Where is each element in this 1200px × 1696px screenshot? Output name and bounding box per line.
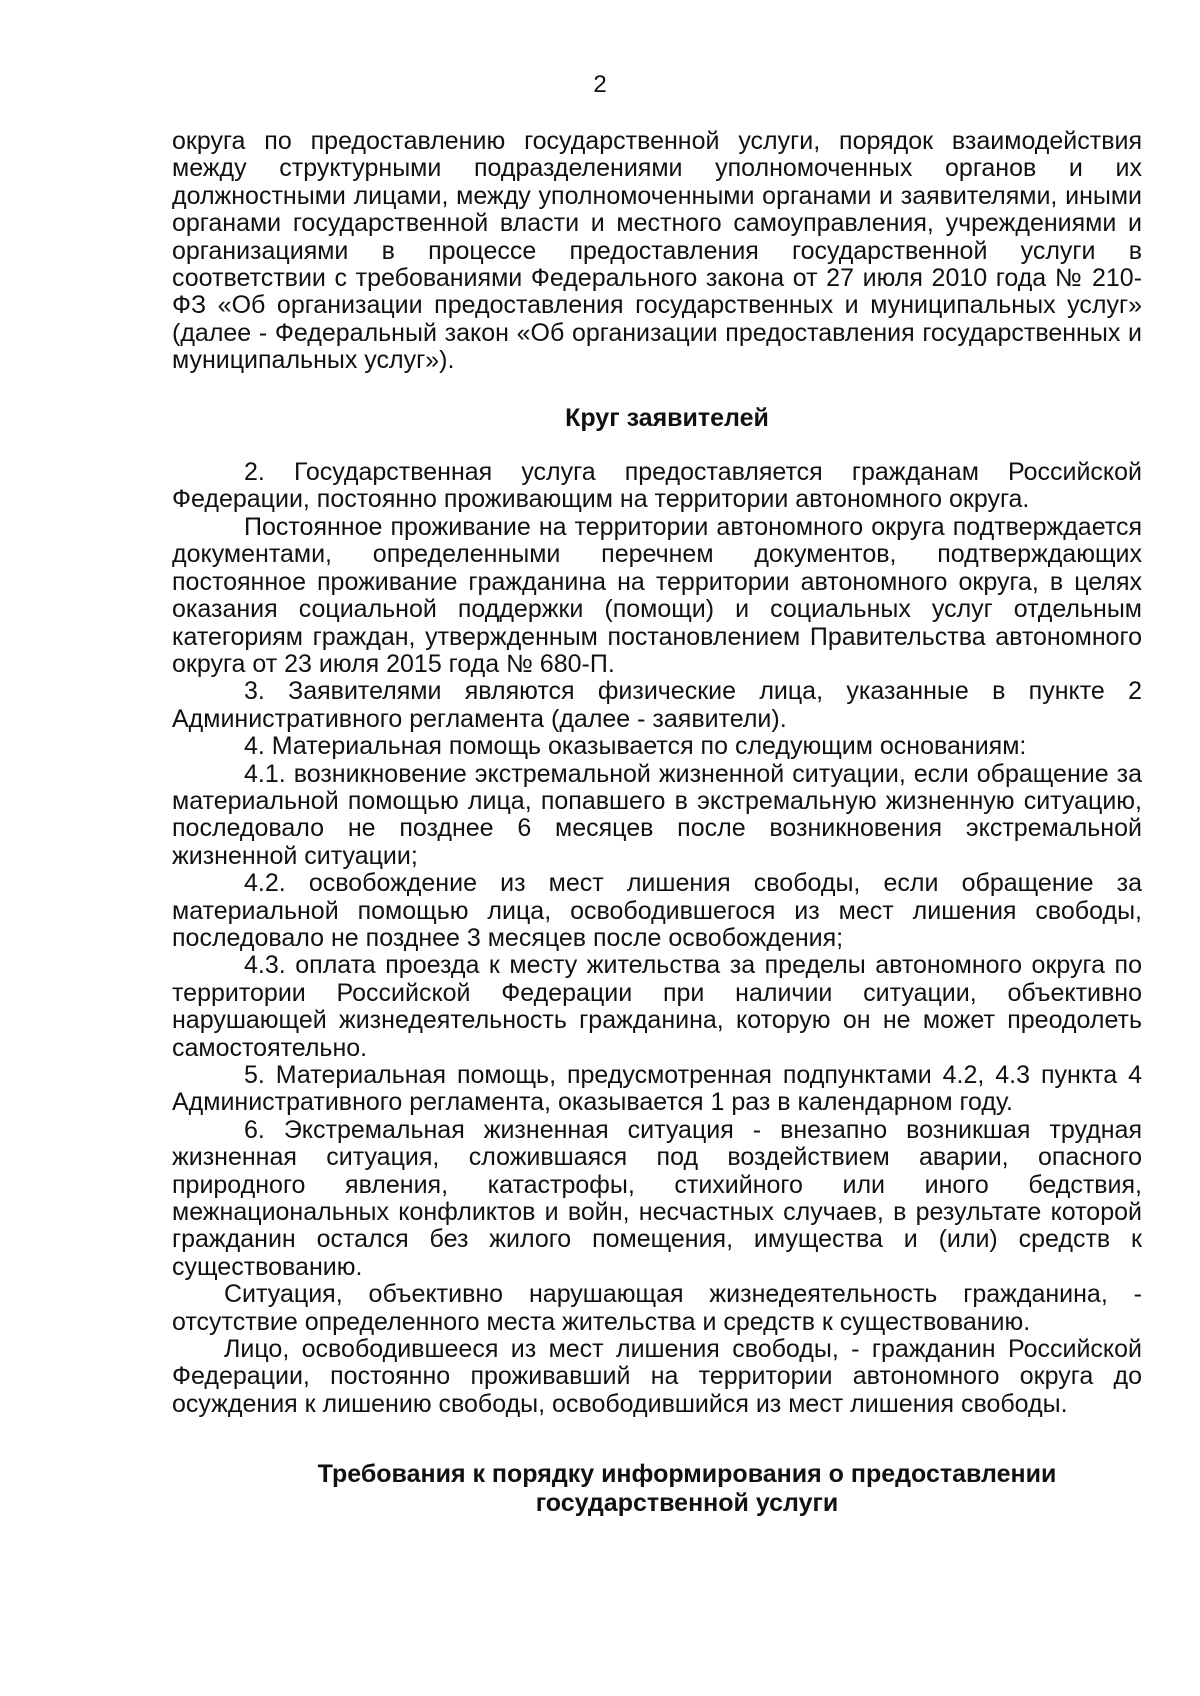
paragraph-3: 3. Заявителями являются физические лица, указанные в пункте 2 Административного регламента (далее - заявители). — [172, 677, 1142, 733]
paragraph-2: 2. Государственная услуга предоставляется гражданам Российской Федерации, постоянно проживающим на территории автономного округа. — [172, 458, 1142, 514]
section-title-applicants: Круг заявителей — [565, 403, 769, 432]
paragraph-6: 6. Экстремальная жизненная ситуация - внезапно возникшая трудная жизненная ситуация, сложившаяся под воздействием аварии, опасного природного явления, катастрофы, стихийного или иного бедствия, межнациональных конфликтов и войн, несчастных случаев, в результате которой гражданин остался без жилого помещения, имущества и (или) средств к существованию. — [172, 1115, 1142, 1281]
paragraph-5: 5. Материальная помощь, предусмотренная подпунктами 4.2, 4.3 пункта 4 Административного регламента, оказывается 1 раз в календарном году. — [172, 1061, 1142, 1117]
paragraph-released-person-definition: Лицо, освободившееся из мест лишения свободы, - гражданин Российской Федерации, постоянно проживавший на территории автономного округа до осуждения к лишению свободы, освободившийся из мест лишения свободы. — [172, 1335, 1142, 1418]
section-title-informing — [172, 1460, 1142, 1518]
document-body — [172, 128, 1142, 1518]
page-number: 2 — [593, 71, 607, 98]
paragraph-situation-definition: Ситуация, объективно нарушающая жизнедеятельность гражданина, - отсутствие определенного места жительства и средств к существованию. — [172, 1280, 1142, 1336]
intro-paragraph: округа по предоставлению государственной услуги, порядок взаимодействия между структурными подразделениями уполномоченных органов и их должностными лицами, между уполномоченными органами и заявителями, иными органами государственной власти и местного самоуправления, учреждениями и организациями в процессе предоставления государственной услуги в соответствии с требованиями Федерального закона от 27 июля 2010 года № 210-ФЗ «Об организации предоставления государственных и муниципальных услуг» (далее - Федеральный закон «Об организации предоставления государственных и муниципальных услуг»). — [172, 127, 1142, 375]
paragraph-4: 4. Материальная помощь оказывается по следующим основаниям: — [244, 732, 1027, 761]
section-title-informing-line2: государственной услуги — [535, 1489, 839, 1518]
paragraph-residence: Постоянное проживание на территории автономного округа подтверждается документами, определенными перечнем документов, подтверждающих постоянное проживание гражданина на территории автономного округа, в целях оказания социальной поддержки (помощи) и социальных услуг отдельным категориям граждан, утвержденным постановлением Правительства автономного округа от 23 июля 2015 года № 680-П. — [172, 512, 1142, 678]
paragraph-4-3: 4.3. оплата проезда к месту жительства за пределы автономного округа по территории Российской Федерации при наличии ситуации, объективно нарушающей жизнедеятельность гражданина, которую он не может преодолеть самостоятельно. — [172, 951, 1142, 1062]
paragraph-4-1: 4.1. возникновение экстремальной жизненной ситуации, если обращение за материальной помощью лица, попавшего в экстремальную жизненную ситуацию, последовало не позднее 6 месяцев после возникновения экстремальной жизненной ситуации; — [172, 759, 1142, 870]
paragraph-4-2: 4.2. освобождение из мест лишения свободы, если обращение за материальной помощью лица, освободившегося из мест лишения свободы, последовало не позднее 3 месяцев после освобождения; — [172, 869, 1142, 952]
section-title-informing-line1: Требования к порядку информирования о предоставлении — [317, 1460, 1057, 1489]
